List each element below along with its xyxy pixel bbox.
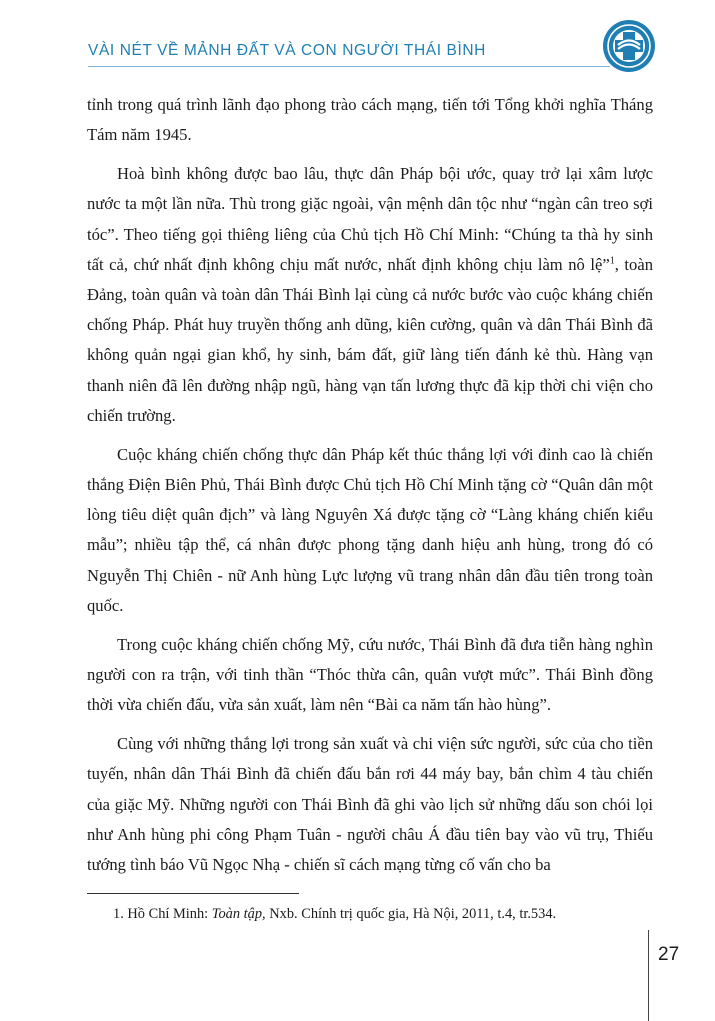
paragraph-5: Cùng với những thắng lợi trong sản xuất và chi viện sức người, sức của cho tiền tuyến, nhân dân Thái Bình đã chiến đấu bắn rơi 44 máy bay, bắn chìm 4 tàu chiến của giặc Mỹ. Những người con Thái Bình đã ghi vào lịch sử những dấu son chói lọi như Anh hùng phi công Phạm Tuân - người châu Á đầu tiên bay vào vũ trụ, Thiếu tướng tình báo Vũ Ngọc Nhạ - chiến sĩ cách mạng từng cố vấn cho ba bbox=[87, 734, 653, 875]
paragraph-3: Cuộc kháng chiến chống thực dân Pháp kết thúc thắng lợi với đỉnh cao là chiến thắng Điện Biên Phủ, Thái Bình được Chủ tịch Hồ Chí Minh tặng cờ “Quân dân một lòng tiêu diệt quân địch” và làng Nguyên Xá được tặng cờ “Làng kháng chiến kiểu mẫu”; nhiều tập thể, cá nhân được phong tặng danh hiệu anh hùng, trong đó có Nguyễn Thị Chiên - nữ Anh hùng Lực lượng vũ trang nhân dân đầu tiên trong toàn quốc. bbox=[87, 444, 653, 615]
footnote bbox=[113, 904, 653, 924]
body-text bbox=[87, 90, 653, 889]
footnote-rule bbox=[87, 893, 299, 894]
footnote-reference[interactable]: 1 bbox=[609, 255, 615, 267]
page-header bbox=[0, 0, 715, 80]
footnote-work: Toàn tập, bbox=[211, 906, 266, 922]
paragraph-2-tail: , toàn Đảng, toàn quân và toàn dân Thái Bình lại cùng cả nước bước vào cuộc kháng chiến chống Pháp. Phát huy truyền thống anh dũng, kiên cường, quân và dân Thái Bình đã không quản ngại gian khổ, hy sinh, bám đất, giữ làng tiến đánh kẻ thù. Hàng vạn thanh niên đã lên đường nhập ngũ, hàng vạn tấn lương thực đã kịp thời chi viện cho chiến trường. bbox=[87, 254, 653, 425]
footnote-number: 1. bbox=[113, 906, 124, 922]
page-number: 27 bbox=[658, 944, 680, 965]
paragraph-1: tỉnh trong quá trình lãnh đạo phong trào cách mạng, tiến tới Tổng khởi nghĩa Tháng Tám năm 1945. bbox=[87, 95, 653, 145]
header-rule bbox=[88, 66, 610, 67]
paragraph-2 bbox=[87, 159, 653, 431]
emblem-icon bbox=[601, 18, 657, 74]
paragraph-4: Trong cuộc kháng chiến chống Mỹ, cứu nước, Thái Bình đã đưa tiễn hàng nghìn người con ra trận, với tinh thần “Thóc thừa cân, quân vượt mức”. Thái Bình đồng thời vừa chiến đấu, vừa sản xuất, làm nên “Bài ca năm tấn hào hùng”. bbox=[87, 634, 653, 715]
footnote-details: Nxb. Chính trị quốc gia, Hà Nội, 2011, t.4, tr.534. bbox=[269, 906, 557, 922]
footnote-author: Hồ Chí Minh: bbox=[127, 906, 209, 922]
page-number-divider bbox=[648, 930, 649, 1021]
paragraph-2-text: Hoà bình không được bao lâu, thực dân Pháp bội ước, quay trở lại xâm lược nước ta một lần nữa. Thù trong giặc ngoài, vận mệnh dân tộc như “ngàn cân treo sợi tóc”. Theo tiếng gọi thiêng liêng của Chủ tịch Hồ Chí Minh: “Chúng ta thà hy sinh tất cả, chứ nhất định không chịu mất nước, nhất định không chịu làm nô lệ” bbox=[87, 164, 653, 274]
running-title: VÀI NÉT VỀ MẢNH ĐẤT VÀ CON NGƯỜI THÁI BÌNH bbox=[88, 42, 486, 59]
